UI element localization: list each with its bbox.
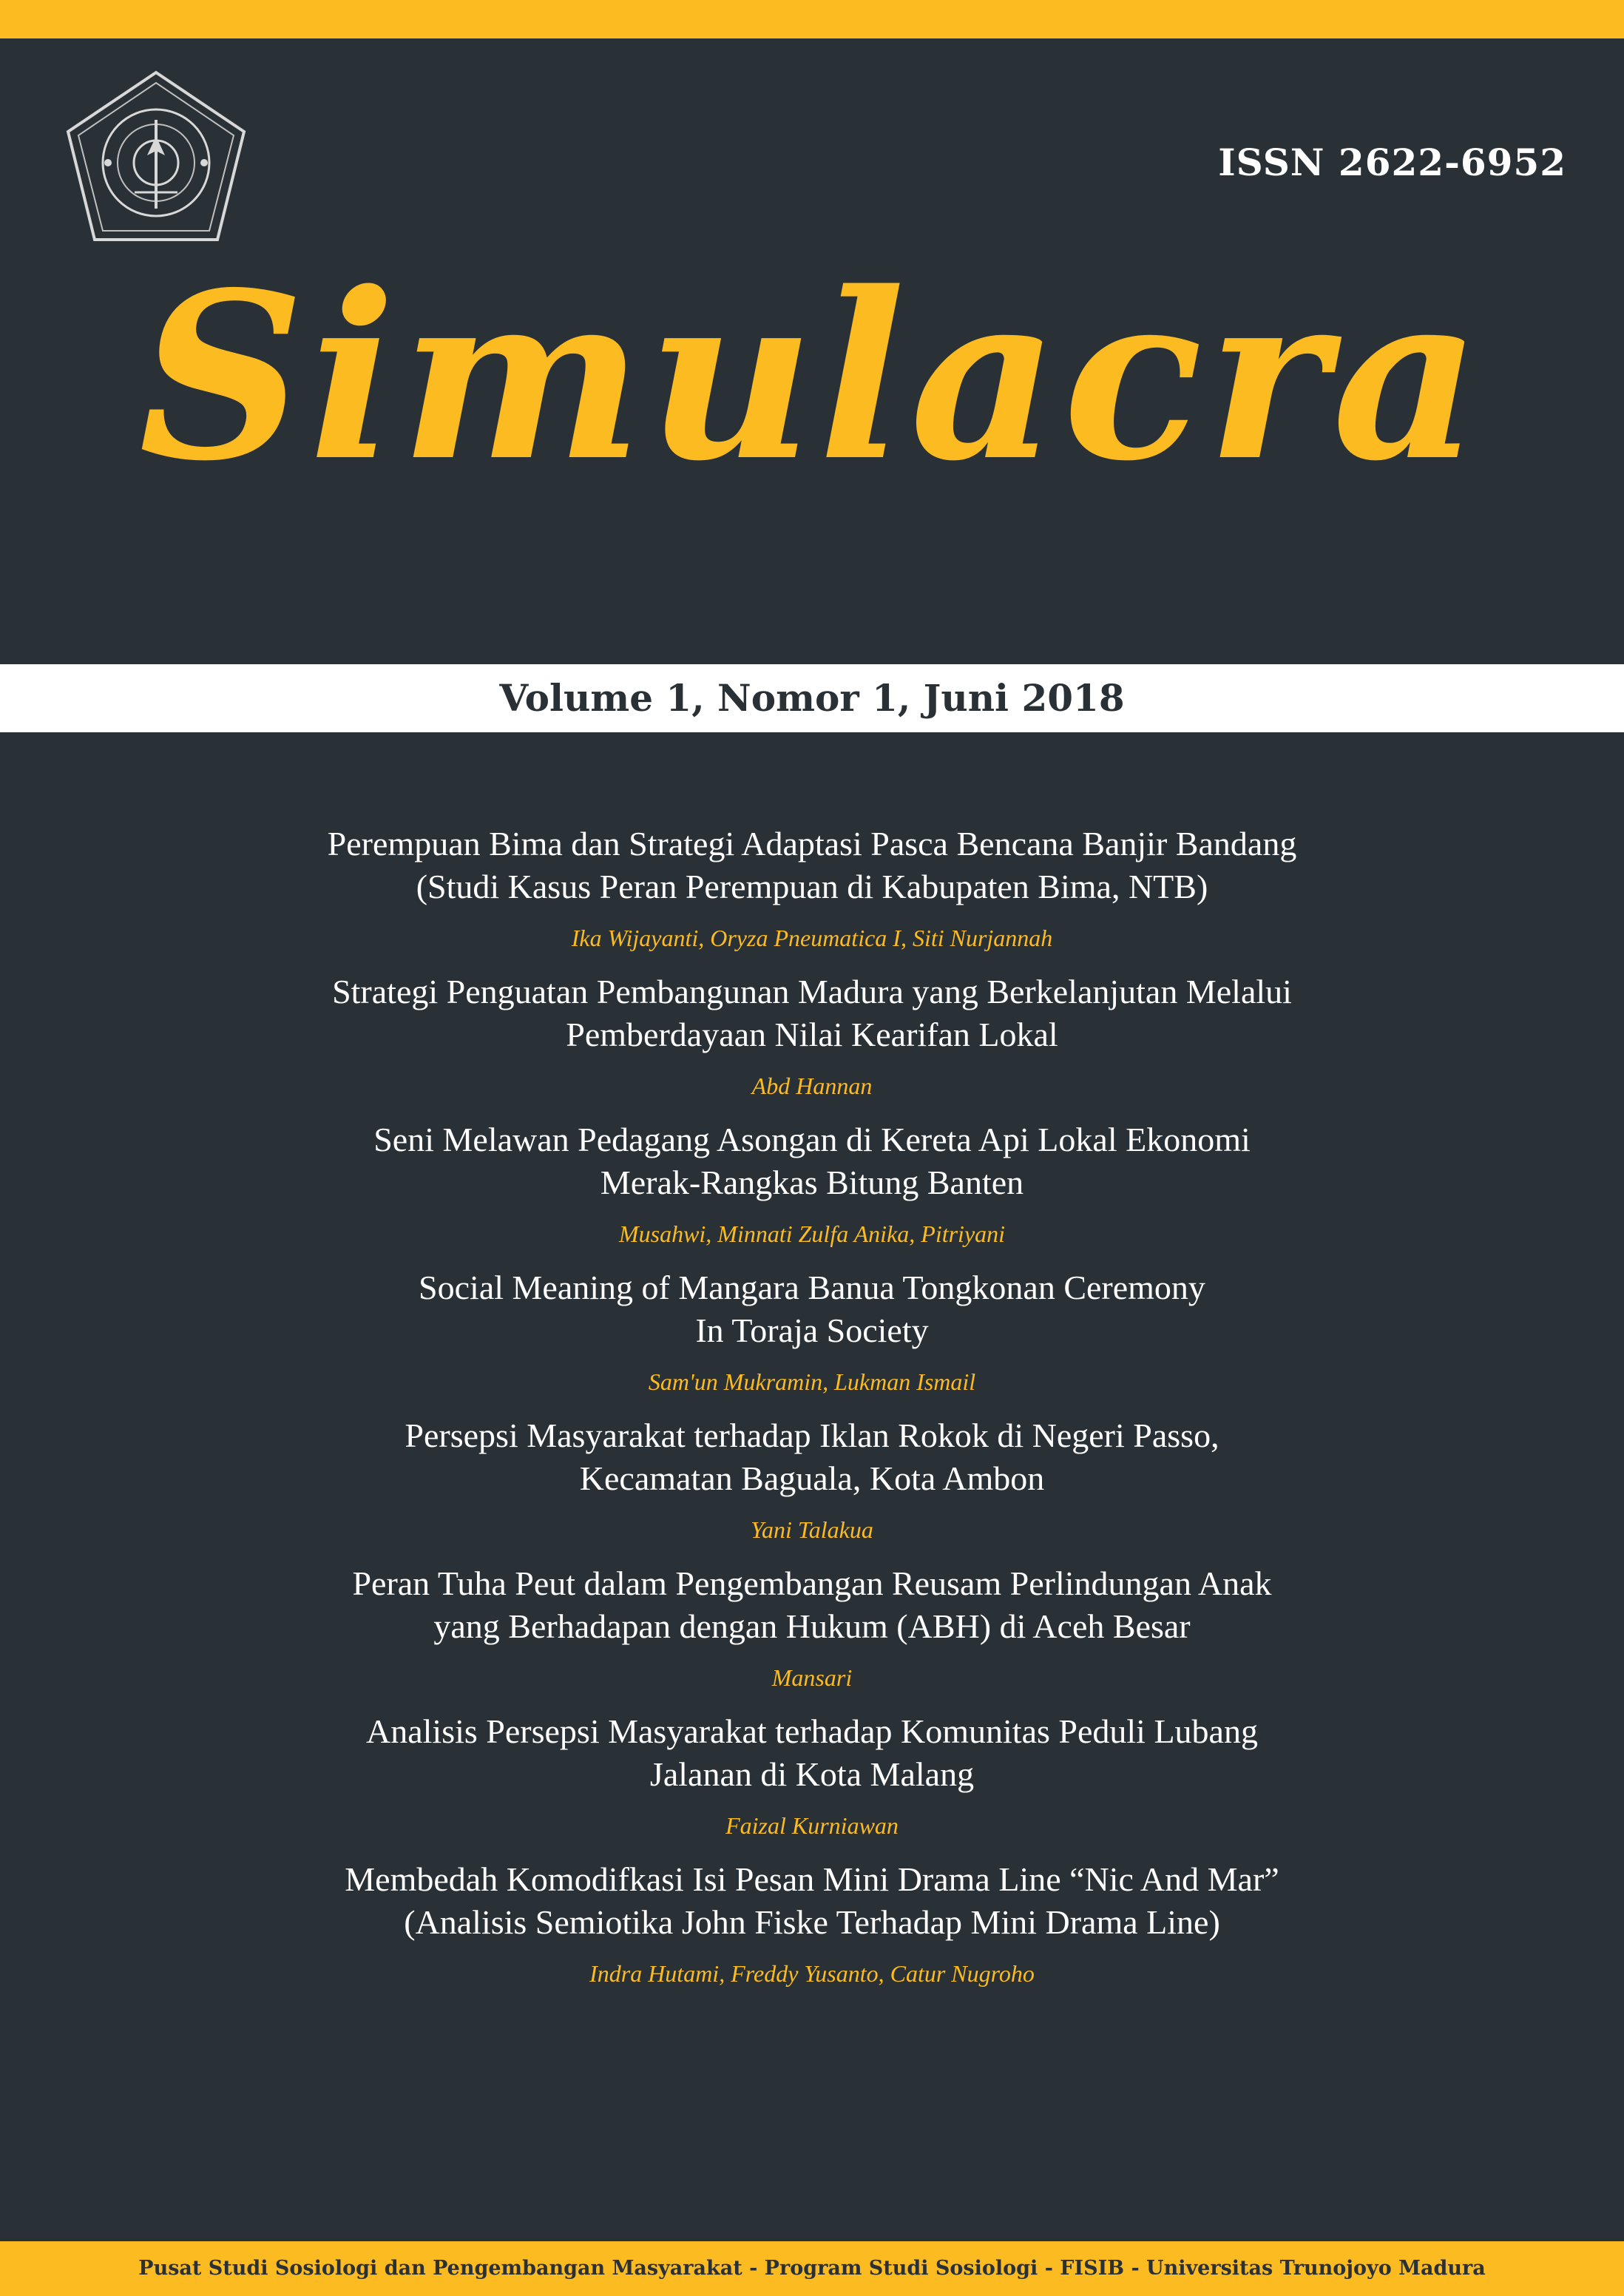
article-authors: Musahwi, Minnati Zulfa Anika, Pitriyani [618,1220,1006,1247]
article-authors: Abd Hannan [751,1073,873,1099]
article-entry [118,1710,1506,1840]
university-seal-icon [61,68,251,251]
article-authors: Faizal Kurniawan [725,1812,899,1839]
table-of-contents [118,823,1506,2006]
article-title: Analisis Persepsi Masyarakat terhadap Komunitas Peduli Lubang Jalanan di Kota Malang [366,1712,1258,1793]
article-entry [118,970,1506,1101]
issn-label: ISSN 2622-6952 [1218,141,1566,184]
article-title: Strategi Penguatan Pembangunan Madura yang Berkelanjutan Melalui Pemberdayaan Nilai Kearifan Lokal [332,973,1292,1053]
footer-text: Pusat Studi Sosiologi dan Pengembangan Masyarakat - Program Studi Sosiologi - FISIB - Universitas Trunojoyo Madura [138,2257,1486,2280]
article-title: Membedah Komodifkasi Isi Pesan Mini Drama Line “Nic And Mar” (Analisis Semiotika John Fiske Terhadap Mini Drama Line) [345,1860,1279,1941]
article-title: Persepsi Masyarakat terhadap Iklan Rokok di Negeri Passo, Kecamatan Baguala, Kota Ambon [405,1417,1219,1497]
top-accent-bar [0,0,1624,38]
article-title: Perempuan Bima dan Strategi Adaptasi Pasca Bencana Banjir Bandang (Studi Kasus Peran Perempuan di Kabupaten Bima, NTB) [327,825,1297,905]
volume-label: Volume 1, Nomor 1, Juni 2018 [499,676,1125,720]
article-title: Seni Melawan Pedagang Asongan di Kereta Api Lokal Ekonomi Merak-Rangkas Bitung Banten [373,1121,1251,1201]
article-authors: Mansari [771,1664,853,1691]
article-entry [118,1118,1506,1249]
article-authors: Ika Wijayanti, Oryza Pneumatica I, Siti Nurjannah [571,925,1053,951]
article-authors: Sam'un Mukramin, Lukman Ismail [648,1368,976,1395]
article-entry [118,1858,1506,1988]
volume-band [0,664,1624,732]
footer-bar [0,2241,1624,2296]
article-entry [118,1266,1506,1397]
article-entry [118,1414,1506,1544]
journal-title: Simulacra [138,243,1486,512]
article-entry [118,1562,1506,1692]
article-authors: Indra Hutami, Freddy Yusanto, Catur Nugroho [589,1960,1035,1987]
article-title: Peran Tuha Peut dalam Pengembangan Reusam Perlindungan Anak yang Berhadapan dengan Hukum (ABH) di Aceh Besar [352,1564,1272,1645]
article-title: Social Meaning of Mangara Banua Tongkonan Ceremony In Toraja Society [419,1269,1205,1349]
article-entry [118,823,1506,953]
article-authors: Yani Talakua [751,1516,873,1543]
